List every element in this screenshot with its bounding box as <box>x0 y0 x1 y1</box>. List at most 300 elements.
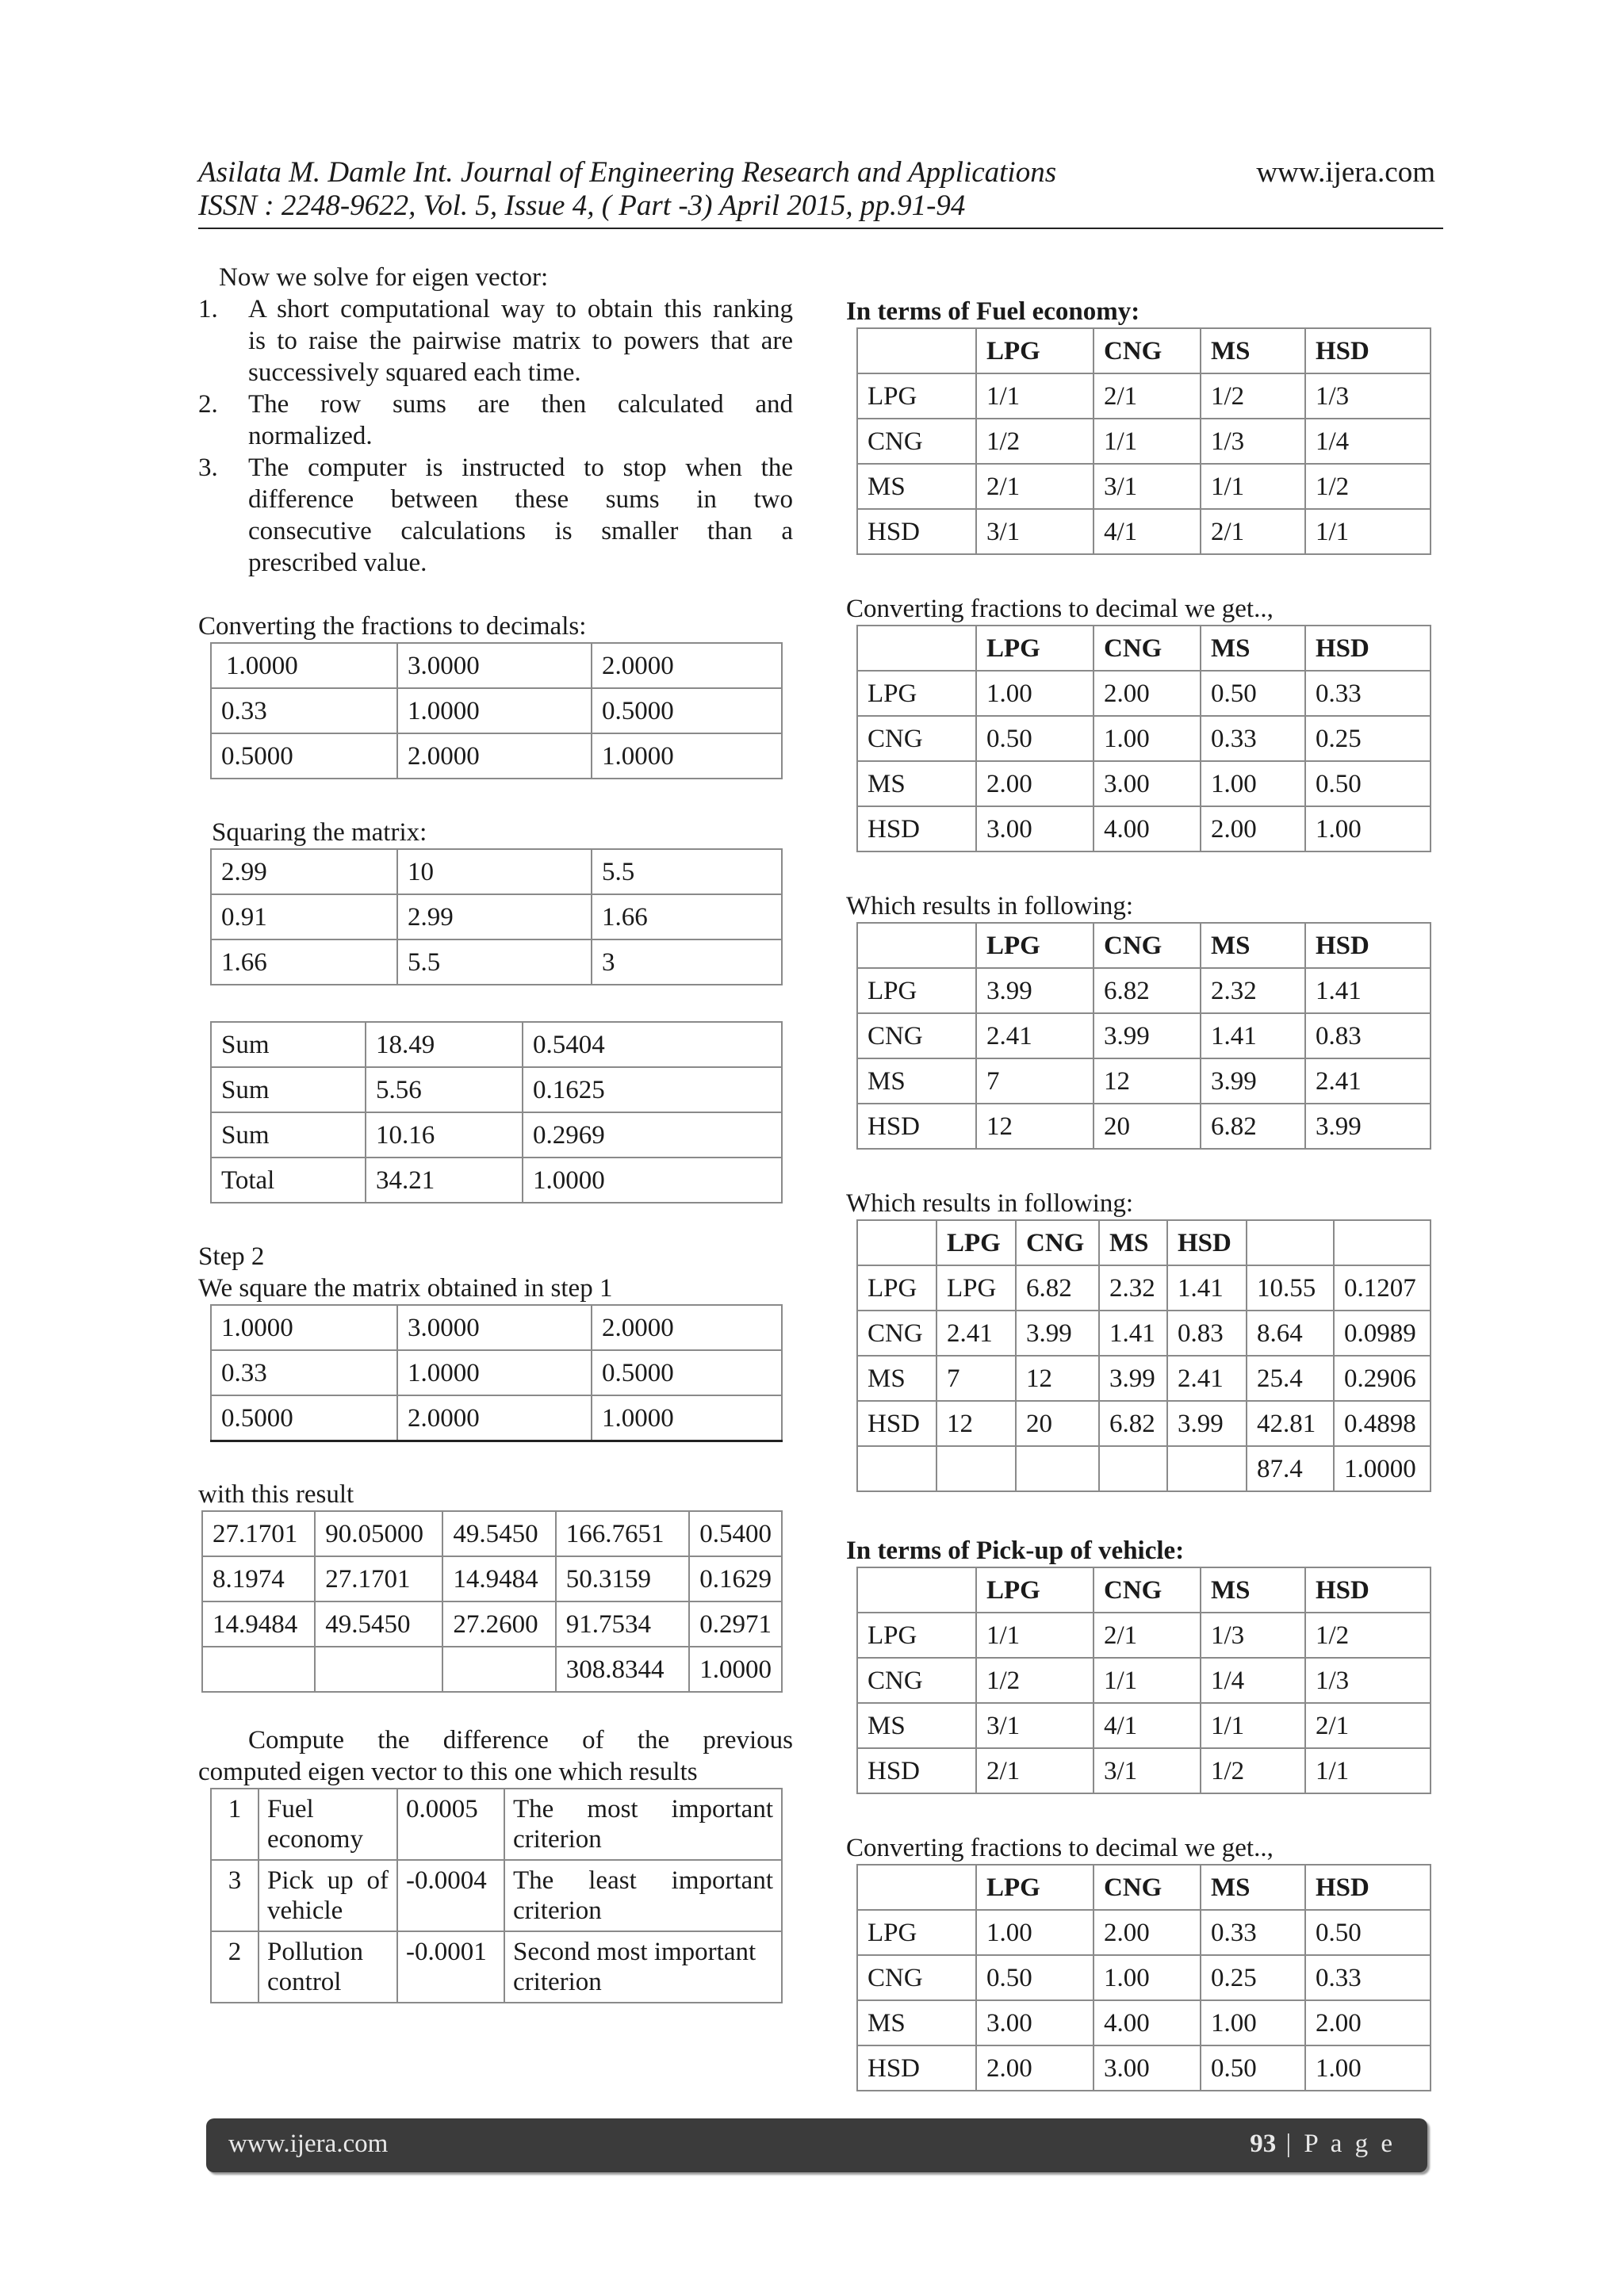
column-header <box>857 1865 976 1910</box>
table-row <box>202 1556 782 1601</box>
page-number-value: 93 <box>1250 2130 1277 2158</box>
table-cell: 5.5 <box>397 939 592 985</box>
table-cell: 1.0000 <box>592 733 782 779</box>
table-cell: 1.00 <box>1201 2000 1305 2045</box>
criterion-line: Fuel <box>267 1795 314 1823</box>
table-row <box>211 939 782 985</box>
description-line: criterion <box>513 1968 602 1996</box>
column-header: HSD <box>1305 626 1431 671</box>
table-cell: 4/1 <box>1094 1703 1201 1748</box>
column-header: CNG <box>1094 328 1201 373</box>
table-cell: 3.99 <box>1016 1311 1099 1356</box>
step2-matrix-table <box>210 1304 783 1442</box>
table-row <box>857 1013 1431 1058</box>
criterion-line: control <box>267 1968 342 1996</box>
table-cell: 2/1 <box>1201 509 1305 554</box>
step-line: successively squared each time. <box>248 358 581 387</box>
criterion-line: Pick up of <box>267 1866 389 1895</box>
description-line: The most important <box>513 1795 773 1823</box>
table-cell: 3.99 <box>976 968 1094 1013</box>
table-cell: 1/3 <box>1305 1658 1431 1703</box>
table-cell: 0.50 <box>1305 1910 1431 1955</box>
table-cell: 10.16 <box>366 1112 523 1158</box>
description-line: criterion <box>513 1896 602 1925</box>
table-cell: 4.00 <box>1094 806 1201 851</box>
table-cell: 0.50 <box>1305 761 1431 806</box>
table-cell: 0.33 <box>1305 671 1431 716</box>
table-cell: 1.66 <box>211 939 397 985</box>
table-row <box>211 894 782 939</box>
squared-table <box>210 848 783 985</box>
footer-site-link[interactable]: www.ijera.com <box>228 2130 389 2158</box>
step-line: consecutive calculations is smaller than a <box>248 517 793 545</box>
table-cell: 42.81 <box>1247 1401 1334 1446</box>
column-header <box>1334 1220 1431 1265</box>
pickup-table <box>856 1567 1431 1794</box>
criterion-line: Pollution <box>267 1938 364 1966</box>
table-cell: 5.56 <box>366 1067 523 1112</box>
table-row <box>857 1703 1431 1748</box>
table-cell: 2.0000 <box>592 643 782 688</box>
column-header: LPG <box>976 328 1094 373</box>
table-cell: 0.83 <box>1305 1013 1431 1058</box>
results-table-1 <box>856 922 1431 1150</box>
table-cell: 27.1701 <box>315 1556 442 1601</box>
table-cell: 0.2969 <box>523 1112 782 1158</box>
table-cell <box>936 1446 1016 1491</box>
table-row <box>211 1112 782 1158</box>
table-row <box>857 1658 1431 1703</box>
table-cell: 2/1 <box>1094 373 1201 419</box>
table-row <box>857 1058 1431 1104</box>
row-header: HSD <box>857 1401 936 1446</box>
row-header: MS <box>857 1703 976 1748</box>
pickup-conversion-label: Converting fractions to decimal we get.., <box>846 1834 1274 1862</box>
table-cell: 49.5450 <box>442 1511 555 1556</box>
table-cell: 0.50 <box>1201 2045 1305 2091</box>
row-header: MS <box>857 761 976 806</box>
table-cell: 1.0000 <box>1334 1446 1431 1491</box>
table-cell: 49.5450 <box>315 1601 442 1647</box>
table-cell <box>315 1647 442 1692</box>
table-cell: 1.66 <box>592 894 782 939</box>
column-header: MS <box>1201 328 1305 373</box>
table-cell: 0.33 <box>211 688 397 733</box>
results-label: Which results in following: <box>846 892 1134 920</box>
table-cell: 0.33 <box>1201 1910 1305 1955</box>
table-cell: 3/1 <box>976 509 1094 554</box>
table-cell: 1/1 <box>976 373 1094 419</box>
result-table <box>201 1510 783 1693</box>
step-number: 3. <box>198 453 218 482</box>
row-header: HSD <box>857 2045 976 2091</box>
table-cell: 4.00 <box>1094 2000 1201 2045</box>
table-cell: 0.4898 <box>1334 1401 1431 1446</box>
row-header: CNG <box>857 1311 936 1356</box>
table-row <box>211 688 782 733</box>
row-header: MS <box>857 1058 976 1104</box>
criterion-line: economy <box>267 1825 363 1854</box>
step-line: prescribed value. <box>248 549 427 577</box>
table-row <box>857 1748 1431 1793</box>
column-header <box>857 626 976 671</box>
table-cell: 1.0000 <box>397 688 592 733</box>
description-line: criterion <box>513 1825 602 1854</box>
column-header: MS <box>1201 1567 1305 1613</box>
table-row <box>211 1860 782 1931</box>
step2-description: We square the matrix obtained in step 1 <box>198 1274 613 1303</box>
converting-label: Converting the fractions to decimals: <box>198 612 587 641</box>
table-row <box>857 1613 1431 1658</box>
table-row <box>857 509 1431 554</box>
table-cell: 0.50 <box>976 1955 1094 2000</box>
decimals-table <box>210 642 783 779</box>
row-header: CNG <box>857 419 976 464</box>
table-cell: 1/4 <box>1201 1658 1305 1703</box>
table-cell: Sum <box>211 1067 366 1112</box>
rank-cell: 2 <box>211 1931 259 2003</box>
row-header: CNG <box>857 1013 976 1058</box>
column-header: MS <box>1201 626 1305 671</box>
table-cell: 1/2 <box>1305 464 1431 509</box>
table-cell: 87.4 <box>1247 1446 1334 1491</box>
table-cell: 0.5000 <box>211 1395 397 1441</box>
table-cell: 1.41 <box>1201 1013 1305 1058</box>
value-cell: -0.0004 <box>397 1860 504 1931</box>
step-line: normalized. <box>248 422 373 450</box>
table-row <box>211 733 782 779</box>
table-cell: 2.00 <box>976 2045 1094 2091</box>
column-header: CNG <box>1094 1567 1201 1613</box>
table-row <box>211 1022 782 1067</box>
table-row <box>857 419 1431 464</box>
column-header <box>1247 1220 1334 1265</box>
table-cell: 2.0000 <box>397 733 592 779</box>
table-row <box>202 1601 782 1647</box>
table-cell: 2.41 <box>1167 1356 1247 1401</box>
table-cell: 1/1 <box>1305 509 1431 554</box>
step-line: is to raise the pairwise matrix to powers that are <box>248 327 793 355</box>
table-cell: 8.64 <box>1247 1311 1334 1356</box>
table-row <box>202 1511 782 1556</box>
row-header: MS <box>857 1356 936 1401</box>
table-cell: 2.41 <box>1305 1058 1431 1104</box>
table-cell: 1/1 <box>1305 1748 1431 1793</box>
table-cell: 1.00 <box>1305 2045 1431 2091</box>
table-row <box>211 849 782 894</box>
table-cell: 308.8344 <box>556 1647 690 1692</box>
results-table-2 <box>856 1219 1431 1492</box>
row-header: LPG <box>857 671 976 716</box>
header-site-link[interactable]: www.ijera.com <box>1256 156 1435 189</box>
table-cell: 2.0000 <box>397 1395 592 1441</box>
step2-label: Step 2 <box>198 1242 265 1271</box>
table-row <box>857 1910 1431 1955</box>
table-cell: 10 <box>397 849 592 894</box>
table-cell: 2/1 <box>1305 1703 1431 1748</box>
table-cell: 1.41 <box>1099 1311 1167 1356</box>
table-row <box>857 1311 1431 1356</box>
table-cell: 0.25 <box>1201 1955 1305 2000</box>
table-cell: Total <box>211 1158 366 1203</box>
table-cell: 14.9484 <box>202 1601 315 1647</box>
table-cell: Sum <box>211 1022 366 1067</box>
table-cell: 0.25 <box>1305 716 1431 761</box>
table-cell: 14.9484 <box>442 1556 555 1601</box>
table-cell: 0.1625 <box>523 1067 782 1112</box>
table-cell: 166.7651 <box>556 1511 690 1556</box>
table-header-row <box>857 1567 1431 1613</box>
rank-cell: 3 <box>211 1860 259 1931</box>
row-header: CNG <box>857 1658 976 1703</box>
step-line: The computer is instructed to stop when the <box>248 453 793 482</box>
table-row <box>211 1350 782 1395</box>
table-row <box>857 373 1431 419</box>
description-cell <box>504 1931 782 2003</box>
table-cell: 0.5000 <box>211 733 397 779</box>
column-header: CNG <box>1094 923 1201 968</box>
step-line: A short computational way to obtain this ranking <box>248 295 793 323</box>
row-header: LPG <box>857 373 976 419</box>
row-header: LPG <box>857 1910 976 1955</box>
table-cell <box>1099 1446 1167 1491</box>
pickup-decimal-table <box>856 1864 1431 2091</box>
table-cell: 3.00 <box>976 806 1094 851</box>
table-cell: 2.99 <box>397 894 592 939</box>
table-cell: 2.00 <box>1305 2000 1431 2045</box>
table-cell: 0.2906 <box>1334 1356 1431 1401</box>
column-header: HSD <box>1305 328 1431 373</box>
table-cell: 0.5000 <box>592 1350 782 1395</box>
table-cell: 0.50 <box>976 716 1094 761</box>
table-cell: 1/4 <box>1305 419 1431 464</box>
table-cell: 2.00 <box>1094 671 1201 716</box>
table-cell: 12 <box>1016 1356 1099 1401</box>
description-line: The least important <box>513 1866 773 1895</box>
table-cell: 1.41 <box>1167 1265 1247 1311</box>
row-header: LPG <box>857 1265 936 1311</box>
table-row <box>857 1955 1431 2000</box>
criterion-cell <box>259 1931 397 2003</box>
table-cell: 3.00 <box>1094 2045 1201 2091</box>
table-cell: 2/1 <box>1094 1613 1201 1658</box>
journal-title: Asilata M. Damle Int. Journal of Engineering Research and Applications <box>198 156 1057 189</box>
table-cell: 3.99 <box>1305 1104 1431 1149</box>
table-row <box>857 671 1431 716</box>
table-cell: 3.99 <box>1167 1401 1247 1446</box>
table-row <box>857 464 1431 509</box>
column-header: MS <box>1099 1220 1167 1265</box>
table-header-row <box>857 626 1431 671</box>
table-cell: 2.0000 <box>592 1305 782 1350</box>
table-row <box>857 2000 1431 2045</box>
table-cell: 1/3 <box>1305 373 1431 419</box>
row-header <box>857 1446 936 1491</box>
table-cell: 0.33 <box>1305 1955 1431 2000</box>
table-row <box>211 1789 782 1860</box>
table-header-row <box>857 328 1431 373</box>
table-cell: 27.2600 <box>442 1601 555 1647</box>
row-header: MS <box>857 464 976 509</box>
table-cell: 2/1 <box>976 464 1094 509</box>
table-cell: 20 <box>1016 1401 1099 1446</box>
table-cell: 18.49 <box>366 1022 523 1067</box>
table-cell: 0.33 <box>211 1350 397 1395</box>
description-cell <box>504 1789 782 1860</box>
step-number: 2. <box>198 390 218 419</box>
row-header: LPG <box>857 1613 976 1658</box>
row-header: CNG <box>857 716 976 761</box>
criteria-ranking-table <box>210 1788 783 2003</box>
table-cell: 1.0000 <box>211 1305 397 1350</box>
table-row <box>857 1104 1431 1149</box>
table-cell: 0.1207 <box>1334 1265 1431 1311</box>
results-label: Which results in following: <box>846 1189 1134 1218</box>
column-header: LPG <box>976 923 1094 968</box>
table-cell: 1/1 <box>1201 1703 1305 1748</box>
value-cell: -0.0001 <box>397 1931 504 2003</box>
column-header: MS <box>1201 923 1305 968</box>
table-cell: 1/2 <box>976 1658 1094 1703</box>
table-cell: 0.83 <box>1167 1311 1247 1356</box>
table-cell: 2.00 <box>976 761 1094 806</box>
table-cell: 1/2 <box>1305 1613 1431 1658</box>
table-row <box>202 1647 782 1692</box>
table-row <box>211 643 782 688</box>
description-cell <box>504 1860 782 1931</box>
column-header: LPG <box>976 1865 1094 1910</box>
step-line: The row sums are then calculated and <box>248 390 793 419</box>
table-cell: 27.1701 <box>202 1511 315 1556</box>
page-word: | P a g e <box>1285 2130 1396 2158</box>
table-cell: 2.00 <box>1201 806 1305 851</box>
row-header: HSD <box>857 509 976 554</box>
description-line: Second most important <box>513 1938 756 1966</box>
table-cell: 3.00 <box>1094 761 1201 806</box>
table-cell: 0.5404 <box>523 1022 782 1067</box>
table-cell: 90.05000 <box>315 1511 442 1556</box>
column-header: LPG <box>976 626 1094 671</box>
table-cell: 3/1 <box>1094 464 1201 509</box>
table-cell: 1/1 <box>1094 419 1201 464</box>
table-cell: 3/1 <box>1094 1748 1201 1793</box>
column-header <box>857 328 976 373</box>
table-cell: 1.0000 <box>523 1158 782 1203</box>
table-header-row <box>857 923 1431 968</box>
squaring-label: Squaring the matrix: <box>212 818 427 847</box>
row-header: HSD <box>857 1104 976 1149</box>
table-row <box>211 1395 782 1441</box>
table-cell: 7 <box>936 1356 1016 1401</box>
column-header: HSD <box>1305 1865 1431 1910</box>
table-cell: 0.1629 <box>689 1556 782 1601</box>
table-cell: 1.00 <box>1201 761 1305 806</box>
table-cell: 2.00 <box>1094 1910 1201 1955</box>
table-row <box>857 1265 1431 1311</box>
fuel-economy-table <box>856 327 1431 555</box>
table-row <box>211 1158 782 1203</box>
table-cell: 3.99 <box>1201 1058 1305 1104</box>
table-row <box>857 2045 1431 2091</box>
table-cell: 12 <box>1094 1058 1201 1104</box>
column-header <box>857 1567 976 1613</box>
row-header: CNG <box>857 1955 976 2000</box>
table-cell: 1.00 <box>1305 806 1431 851</box>
column-header: HSD <box>1305 1567 1431 1613</box>
table-cell: 1/3 <box>1201 419 1305 464</box>
table-cell: 2.32 <box>1099 1265 1167 1311</box>
table-cell: 3/1 <box>976 1703 1094 1748</box>
table-cell: 3.00 <box>976 2000 1094 2045</box>
step-number: 1. <box>198 295 218 323</box>
table-row <box>857 806 1431 851</box>
table-cell: 1.00 <box>1094 716 1201 761</box>
table-cell <box>442 1647 555 1692</box>
table-cell: 12 <box>936 1401 1016 1446</box>
row-header: MS <box>857 2000 976 2045</box>
table-cell: 3.99 <box>1099 1356 1167 1401</box>
sums-table <box>210 1021 783 1203</box>
table-cell: 6.82 <box>1094 968 1201 1013</box>
table-cell: 34.21 <box>366 1158 523 1203</box>
column-header: LPG <box>976 1567 1094 1613</box>
page-footer <box>206 2118 1427 2172</box>
table-cell: 0.2971 <box>689 1601 782 1647</box>
table-row <box>211 1067 782 1112</box>
table-cell: 2.99 <box>211 849 397 894</box>
table-cell: 1/3 <box>1201 1613 1305 1658</box>
table-header-row <box>857 1220 1431 1265</box>
compute-text: Compute the difference of the previous <box>248 1726 793 1755</box>
table-cell: 2.41 <box>976 1013 1094 1058</box>
table-cell: 1/2 <box>1201 373 1305 419</box>
table-cell: 1.41 <box>1305 968 1431 1013</box>
table-row <box>857 1401 1431 1446</box>
fuel-decimal-table <box>856 625 1431 852</box>
table-cell: 2/1 <box>976 1748 1094 1793</box>
rank-cell: 1 <box>211 1789 259 1860</box>
pickup-title: In terms of Pick-up of vehicle: <box>846 1536 1185 1565</box>
table-cell: 20 <box>1094 1104 1201 1149</box>
column-header: CNG <box>1094 1865 1201 1910</box>
table-cell: 5.5 <box>592 849 782 894</box>
table-cell: 0.0989 <box>1334 1311 1431 1356</box>
table-cell: 0.5000 <box>592 688 782 733</box>
row-header: HSD <box>857 1748 976 1793</box>
table-cell: 1/1 <box>976 1613 1094 1658</box>
header-rule <box>198 228 1443 229</box>
fuel-economy-title: In terms of Fuel economy: <box>846 297 1140 326</box>
table-cell: 1.0000 <box>592 1395 782 1441</box>
table-cell: 6.82 <box>1201 1104 1305 1149</box>
table-row <box>857 1446 1431 1491</box>
column-header: HSD <box>1305 923 1431 968</box>
table-cell: 8.1974 <box>202 1556 315 1601</box>
column-header: MS <box>1201 1865 1305 1910</box>
table-header-row <box>857 1865 1431 1910</box>
table-cell: 1/1 <box>1201 464 1305 509</box>
table-cell: 3.0000 <box>397 643 592 688</box>
table-cell <box>1016 1446 1099 1491</box>
table-cell: 3 <box>592 939 782 985</box>
criterion-cell <box>259 1789 397 1860</box>
row-header: HSD <box>857 806 976 851</box>
table-cell: 0.5400 <box>689 1511 782 1556</box>
step-line: difference between these sums in two <box>248 485 793 514</box>
row-header: LPG <box>857 968 976 1013</box>
table-row <box>857 761 1431 806</box>
intro-text: Now we solve for eigen vector: <box>219 263 549 292</box>
